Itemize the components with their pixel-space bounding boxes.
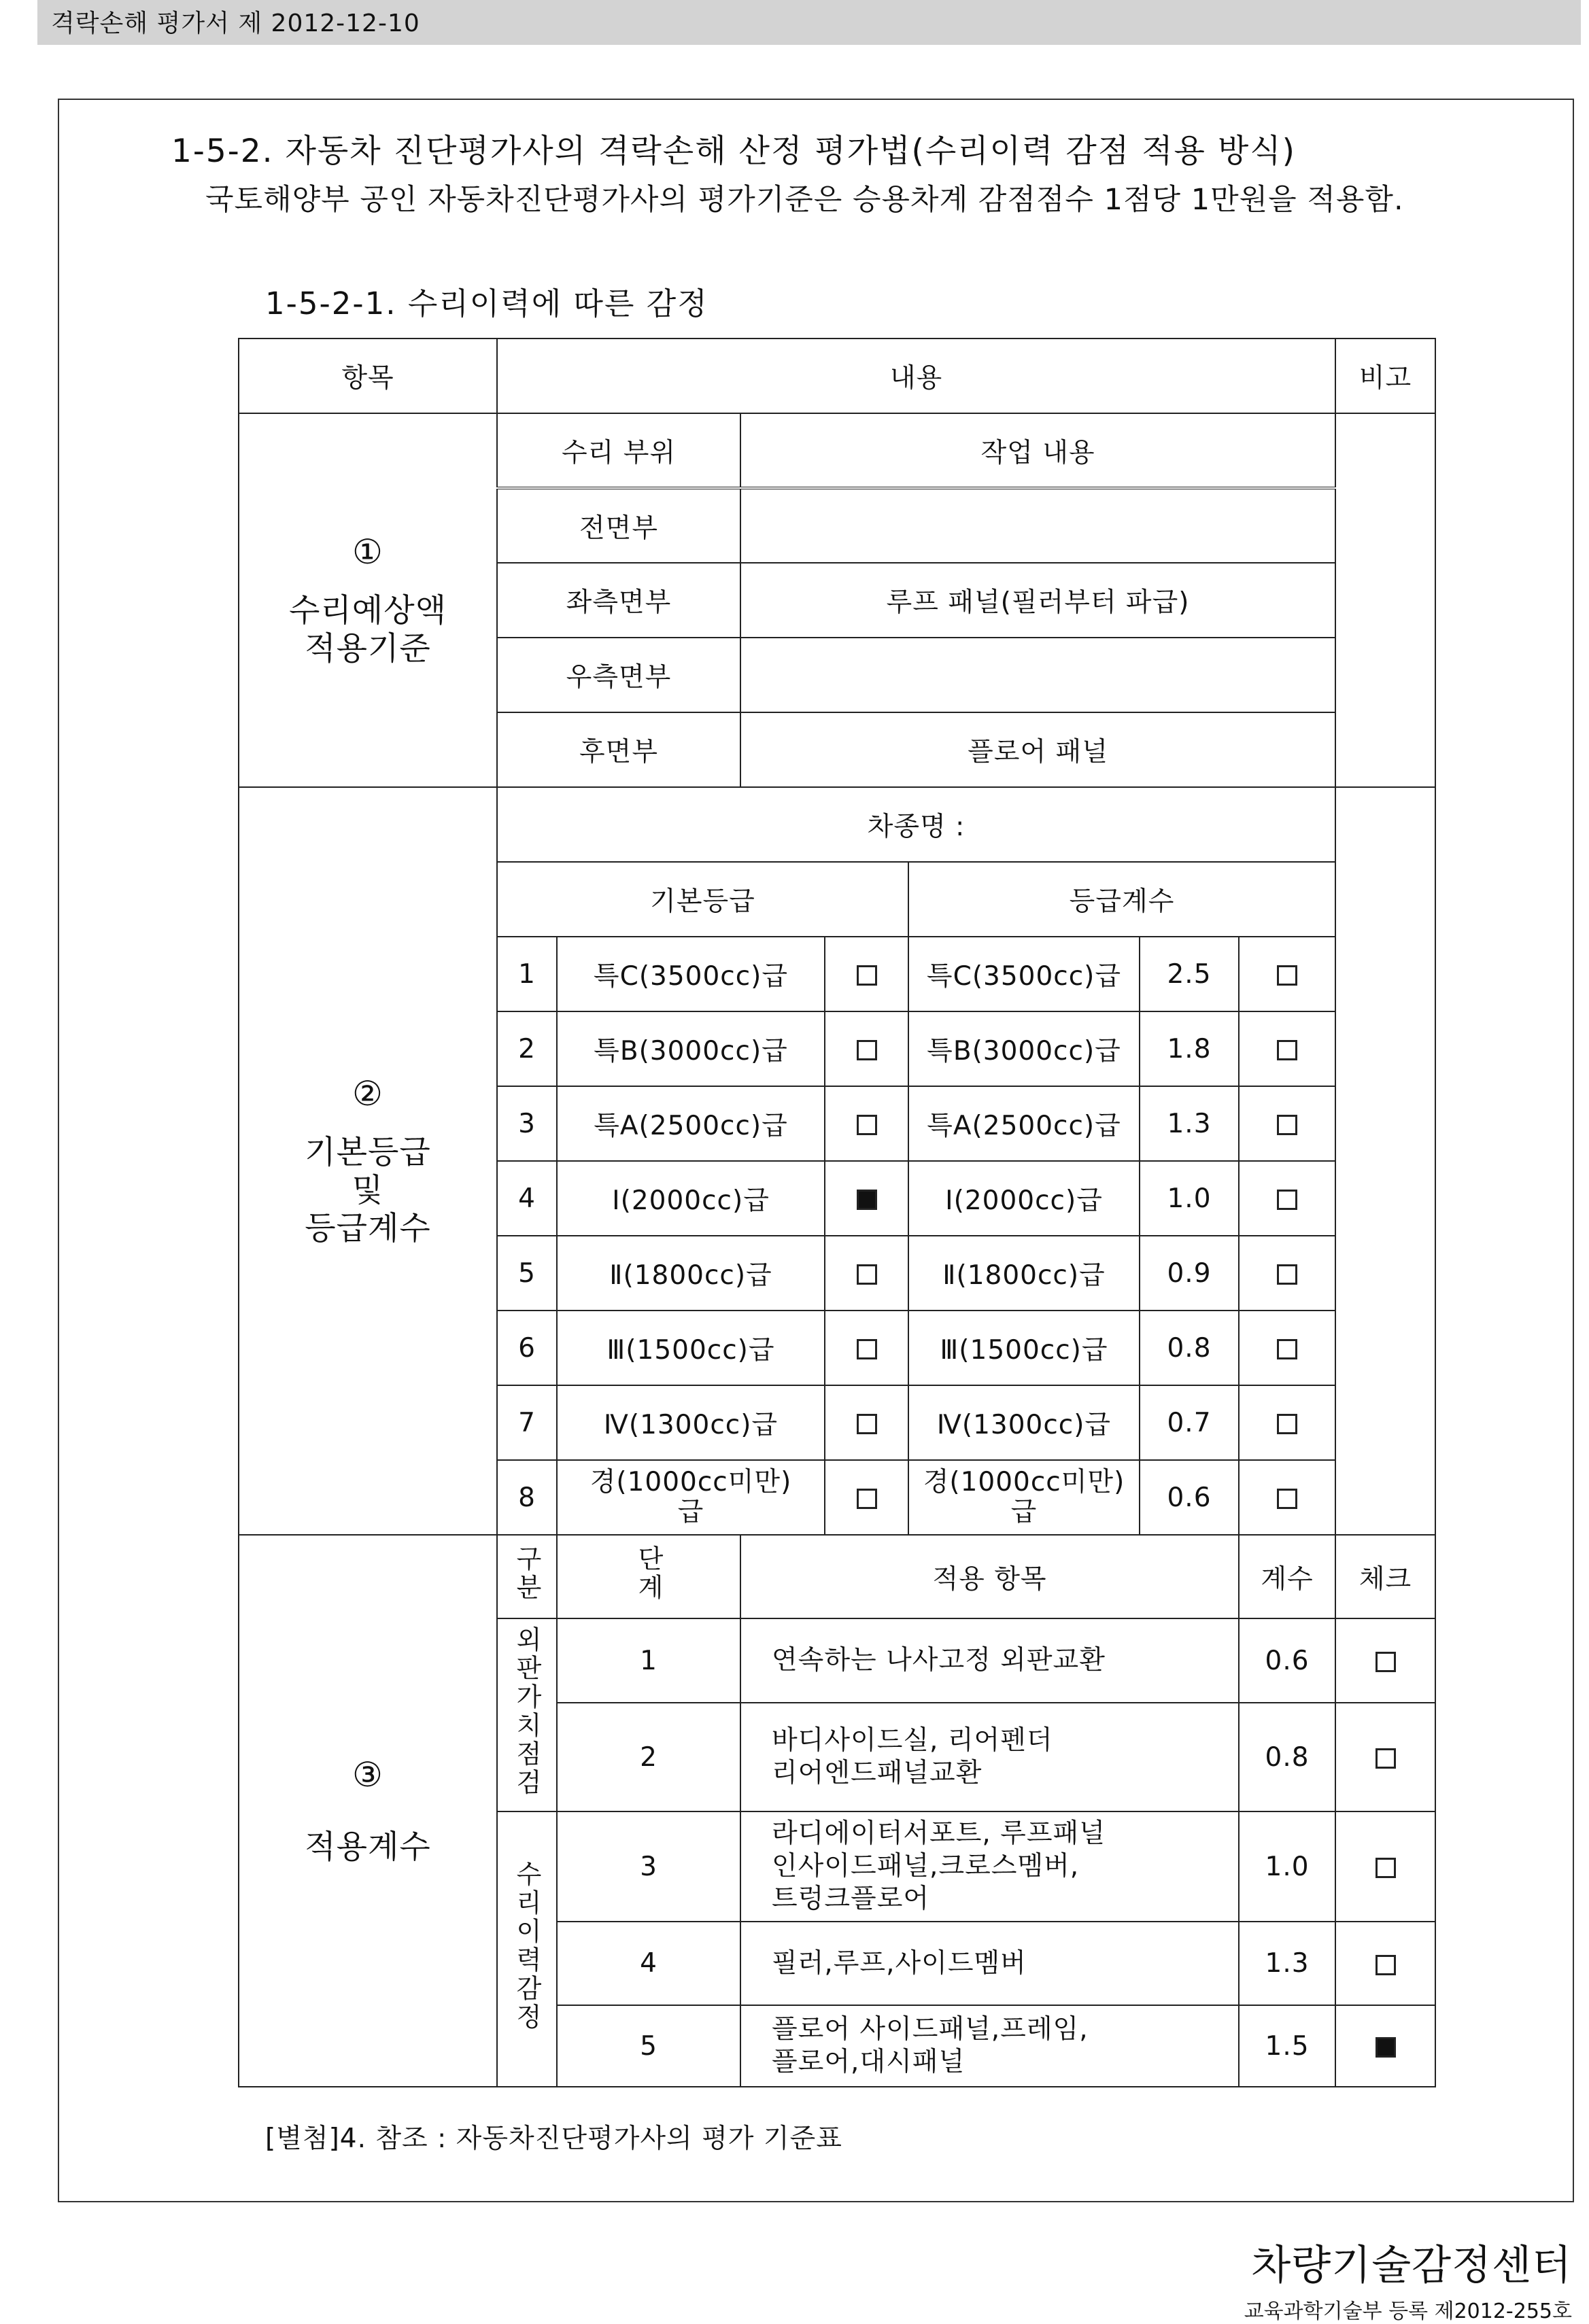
coef-value: 0.8: [1239, 1703, 1335, 1811]
table-row: [239, 413, 1435, 488]
checkbox-icon: [1376, 1955, 1396, 1975]
footer-registration: 교육과학기술부 등록 제2012-255호: [1244, 2300, 1572, 2323]
basic-grade: Ⅰ(2000cc)급: [557, 1161, 825, 1236]
grade-no: 3: [497, 1086, 557, 1161]
checkbox-icon: [1376, 1748, 1396, 1769]
grade-no: 4: [497, 1161, 557, 1236]
sec1-number: ①: [352, 532, 383, 572]
section-description: 국토해양부 공인 자동차진단평가사의 평가기준은 승용차계 감점점수 1점당 1만원을 적용함.: [205, 183, 1404, 217]
basic-grade-checkbox[interactable]: [825, 1385, 908, 1460]
checked-box-icon: [1376, 2037, 1396, 2058]
apply-item-line2: 리어엔드패널교환: [772, 1758, 983, 1788]
checkbox-icon: [1277, 1190, 1297, 1210]
coef-grade-line1: 경(1000cc미만): [923, 1467, 1125, 1497]
apply-item-line1: 바디사이드실, 리어펜더: [772, 1725, 1053, 1756]
apply-checkbox[interactable]: [1335, 1922, 1435, 2005]
coef-grade: Ⅱ(1800cc)급: [908, 1236, 1140, 1311]
col-check: 체크: [1335, 1535, 1435, 1618]
basic-grade-checkbox[interactable]: [825, 1460, 908, 1535]
grade-no: 6: [497, 1311, 557, 1385]
section-title: 1-5-2. 자동차 진단평가사의 격락손해 산정 평가법(수리이력 감점 적용 방식): [171, 133, 1297, 170]
checkbox-icon: [857, 1339, 877, 1359]
checkbox-icon: [857, 1040, 877, 1060]
repair-part: 후면부: [497, 712, 740, 787]
coef-grade: Ⅲ(1500cc)급: [908, 1311, 1140, 1385]
stage-no: 2: [557, 1703, 740, 1811]
coef-value: 1.0: [1239, 1811, 1335, 1922]
coef-checkbox[interactable]: [1239, 1460, 1335, 1535]
apply-checkbox[interactable]: [1335, 1703, 1435, 1811]
basic-grade-checkbox[interactable]: [825, 1161, 908, 1236]
col-repair-part: 수리 부위: [497, 413, 740, 488]
coef-grade: Ⅰ(2000cc)급: [908, 1161, 1140, 1236]
grade-no: 1: [497, 937, 557, 1011]
coef-checkbox[interactable]: [1239, 1236, 1335, 1311]
sec3-label: [239, 1535, 497, 2087]
grade-no: 7: [497, 1385, 557, 1460]
apply-item: 필러,루프,사이드멤버: [740, 1922, 1239, 2005]
coef-value: 1.3: [1140, 1086, 1239, 1161]
basic-grade-checkbox[interactable]: [825, 1311, 908, 1385]
checkbox-icon: [1376, 1858, 1396, 1878]
coef-value: 0.7: [1140, 1385, 1239, 1460]
work-content: 플로어 패널: [740, 712, 1335, 787]
group-exterior-check: 외판가치점검: [497, 1618, 557, 1811]
sec1-label-line1: 수리예상액: [288, 592, 447, 629]
work-content: 루프 패널(필러부터 파급): [740, 563, 1335, 638]
coef-value: 0.6: [1140, 1460, 1239, 1535]
coef-grade: [908, 1460, 1140, 1535]
checkbox-icon: [857, 1264, 877, 1285]
stage-no: 3: [557, 1811, 740, 1922]
sec2-label-line1: 기본등급: [305, 1134, 431, 1171]
stage-no: 5: [557, 2005, 740, 2087]
basic-grade: Ⅲ(1500cc)급: [557, 1311, 825, 1385]
checkbox-icon: [1277, 1339, 1297, 1359]
checked-box-icon: [857, 1190, 877, 1210]
sec1-label: [239, 413, 497, 787]
sec2-label-line2: 및: [352, 1172, 384, 1209]
coef-grade-line2: 급: [1010, 1497, 1038, 1527]
basic-grade-checkbox[interactable]: [825, 1236, 908, 1311]
checkbox-icon: [1277, 1040, 1297, 1060]
apply-item-line3: 트렁크플로어: [772, 1884, 930, 1914]
sec3-label-text: 적용계수: [305, 1828, 431, 1866]
repair-part: 우측면부: [497, 638, 740, 712]
checkbox-icon: [1277, 1414, 1297, 1434]
coef-checkbox[interactable]: [1239, 1311, 1335, 1385]
basic-grade: [557, 1460, 825, 1535]
checkbox-icon: [857, 965, 877, 986]
checkbox-icon: [1277, 965, 1297, 986]
header-item: 항목: [239, 339, 497, 413]
stage-no: 4: [557, 1922, 740, 2005]
basic-grade: 특B(3000cc)급: [557, 1011, 825, 1086]
coef-grade: 특C(3500cc)급: [908, 937, 1140, 1011]
header-content: 내용: [497, 339, 1335, 413]
basic-grade: 특C(3500cc)급: [557, 937, 825, 1011]
coef-grade: Ⅳ(1300cc)급: [908, 1385, 1140, 1460]
sec3-number: ③: [352, 1755, 383, 1794]
coef-value: 1.5: [1239, 2005, 1335, 2087]
coef-value: 1.0: [1140, 1161, 1239, 1236]
apply-item-line2: 인사이드패널,크로스멤버,: [772, 1851, 1080, 1881]
group-repair-history: 수리이력감정: [497, 1811, 557, 2087]
appendix-note: [별첨]4. 참조 : 자동차진단평가사의 평가 기준표: [265, 2123, 842, 2154]
coef-checkbox[interactable]: [1239, 1385, 1335, 1460]
coef-checkbox[interactable]: [1239, 1161, 1335, 1236]
apply-checkbox[interactable]: [1335, 1618, 1435, 1703]
table-header-row: [239, 1535, 1435, 1618]
coef-value: 2.5: [1140, 937, 1239, 1011]
coef-value: 0.9: [1140, 1236, 1239, 1311]
footer-organization: 차량기술감정센터: [1251, 2242, 1572, 2289]
col-work-content: 작업 내용: [740, 413, 1335, 488]
sec1-label-line2: 적용기준: [305, 630, 431, 667]
col-apply-item: 적용 항목: [740, 1535, 1239, 1618]
coef-value: 1.3: [1239, 1922, 1335, 2005]
repair-part: 좌측면부: [497, 563, 740, 638]
work-content: [740, 638, 1335, 712]
apply-item: [740, 1703, 1239, 1811]
col-group: 구분: [497, 1535, 557, 1618]
coef-value: 1.8: [1140, 1011, 1239, 1086]
header-remark: 비고: [1335, 339, 1435, 413]
sec2-label-line3: 등급계수: [305, 1210, 431, 1247]
col-coef: 계수: [1239, 1535, 1335, 1618]
car-model-label: 차종명 :: [497, 787, 1335, 862]
grade-no: 5: [497, 1236, 557, 1311]
col-basic-grade: 기본등급: [497, 862, 908, 937]
checkbox-icon: [857, 1115, 877, 1135]
col-grade-coef: 등급계수: [908, 862, 1335, 937]
apply-item: 연속하는 나사고정 외판교환: [740, 1618, 1239, 1703]
coef-grade: 특B(3000cc)급: [908, 1011, 1140, 1086]
stage-no: 1: [557, 1618, 740, 1703]
coef-checkbox[interactable]: [1239, 1086, 1335, 1161]
sec1-remark: [1335, 413, 1435, 787]
coef-checkbox[interactable]: [1239, 937, 1335, 1011]
grade-no: 8: [497, 1460, 557, 1535]
work-content: [740, 488, 1335, 563]
apply-item-line1: 라디에이터서포트, 루프패널: [772, 1818, 1106, 1849]
subsection-title: 1-5-2-1. 수리이력에 따른 감정: [265, 285, 708, 322]
checkbox-icon: [1376, 1652, 1396, 1672]
evaluation-table: [238, 338, 1436, 2087]
basic-grade-checkbox[interactable]: [825, 1011, 908, 1086]
checkbox-icon: [1277, 1489, 1297, 1509]
coef-grade: 특A(2500cc)급: [908, 1086, 1140, 1161]
basic-grade-line2: 급: [677, 1497, 704, 1527]
checkbox-icon: [857, 1489, 877, 1509]
basic-grade-checkbox[interactable]: [825, 937, 908, 1011]
apply-checkbox[interactable]: [1335, 2005, 1435, 2087]
apply-item-line2: 플로어,대시패널: [772, 2047, 966, 2077]
table-header-row: [239, 339, 1435, 413]
sec2-remark: [1335, 787, 1435, 1535]
basic-grade: Ⅳ(1300cc)급: [557, 1385, 825, 1460]
sec2-number: ②: [352, 1074, 383, 1113]
checkbox-icon: [1277, 1264, 1297, 1285]
apply-item: [740, 1811, 1239, 1922]
basic-grade: Ⅱ(1800cc)급: [557, 1236, 825, 1311]
coef-value: 0.8: [1140, 1311, 1239, 1385]
apply-item: [740, 2005, 1239, 2087]
repair-part: 전면부: [497, 488, 740, 563]
checkbox-icon: [857, 1414, 877, 1434]
apply-checkbox[interactable]: [1335, 1811, 1435, 1922]
sec2-label: [239, 787, 497, 1535]
apply-item-line1: 플로어 사이드패널,프레임,: [772, 2014, 1089, 2045]
document-header: 격락손해 평가서 제 2012-12-10: [37, 0, 1581, 45]
coef-checkbox[interactable]: [1239, 1011, 1335, 1086]
table-row: [239, 787, 1435, 862]
grade-no: 2: [497, 1011, 557, 1086]
coef-value: 0.6: [1239, 1618, 1335, 1703]
col-stage: 단계: [557, 1535, 740, 1618]
basic-grade-checkbox[interactable]: [825, 1086, 908, 1161]
checkbox-icon: [1277, 1115, 1297, 1135]
basic-grade-line1: 경(1000cc미만): [590, 1467, 792, 1497]
basic-grade: 특A(2500cc)급: [557, 1086, 825, 1161]
